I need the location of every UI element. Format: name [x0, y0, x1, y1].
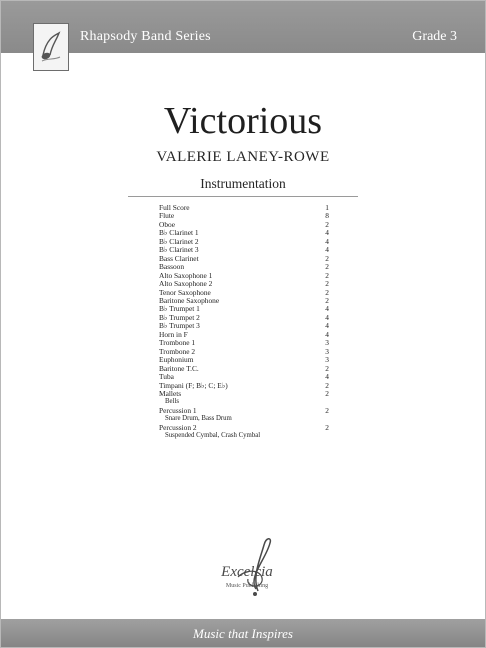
part-name: B♭ Clarinet 3 [159, 245, 199, 255]
part-row [159, 424, 329, 432]
part-quantity: 2 [325, 279, 329, 289]
part-row [159, 365, 329, 373]
part-quantity: 8 [325, 211, 329, 221]
part-quantity: 2 [325, 262, 329, 272]
publisher-subtitle: Music Publishing [225, 583, 269, 589]
part-quantity: 2 [325, 219, 329, 229]
part-row [159, 382, 329, 390]
part-quantity: 2 [325, 270, 329, 280]
part-quantity: 4 [325, 312, 329, 322]
part-quantity: 4 [325, 236, 329, 246]
part-quantity: 2 [325, 253, 329, 263]
part-name: B♭ Clarinet 1 [159, 228, 199, 238]
part-name: Full Score [159, 203, 190, 212]
part-quantity: 3 [325, 355, 329, 365]
part-name: Horn in F [159, 329, 188, 339]
part-name: Alto Saxophone 1 [159, 270, 213, 280]
part-name: Timpani (F; B♭; C; E♭) [159, 380, 228, 390]
part-quantity: 4 [325, 329, 329, 339]
part-quantity: 4 [325, 245, 329, 255]
part-quantity: 1 [325, 203, 329, 212]
part-name: Baritone Saxophone [159, 295, 220, 305]
part-note: Snare Drum, Bass Drum [165, 415, 232, 423]
part-name: Tenor Saxophone [159, 287, 211, 297]
part-quantity: 2 [325, 422, 329, 432]
part-name: Mallets [159, 388, 182, 398]
part-name: Baritone T.C. [159, 363, 199, 373]
part-name: B♭ Trumpet 3 [159, 321, 200, 331]
part-quantity: 4 [325, 321, 329, 331]
part-name: Trombone 1 [159, 338, 196, 348]
part-name: Alto Saxophone 2 [159, 279, 213, 289]
music-note-logo-icon [33, 23, 69, 71]
part-row [159, 390, 329, 398]
part-name: Percussion 1 [159, 405, 197, 415]
instrumentation-list [159, 204, 329, 441]
part-row [159, 204, 329, 212]
part-name: Flute [159, 211, 175, 221]
publisher-name: Excelcia [221, 564, 273, 580]
part-quantity: 2 [325, 363, 329, 373]
footer-band [1, 619, 485, 647]
part-quantity: 2 [325, 405, 329, 415]
part-note: Suspended Cymbal, Crash Cymbal [165, 432, 261, 440]
part-quantity: 2 [325, 287, 329, 297]
instrumentation-heading: Instrumentation [200, 176, 286, 191]
part-name: Percussion 2 [159, 422, 197, 432]
tagline: Music that Inspires [193, 626, 293, 641]
part-quantity: 4 [325, 304, 329, 314]
part-quantity: 2 [325, 388, 329, 398]
part-name: Trombone 2 [159, 346, 196, 356]
part-name: Tuba [159, 372, 174, 382]
part-name: B♭ Clarinet 2 [159, 236, 199, 246]
divider [128, 196, 358, 197]
part-name: B♭ Trumpet 1 [159, 304, 200, 314]
part-note: Bells [165, 398, 179, 406]
composer-name: VALERIE LANEY-ROWE [156, 149, 330, 165]
header-band [1, 1, 485, 53]
part-name: Euphonium [159, 355, 194, 365]
part-quantity: 4 [325, 372, 329, 382]
part-name: Oboe [159, 219, 176, 229]
part-row [159, 212, 329, 220]
part-row [159, 255, 329, 263]
part-name: Bass Clarinet [159, 253, 199, 263]
piece-title: Victorious [163, 100, 323, 142]
part-quantity: 2 [325, 295, 329, 305]
part-name: B♭ Trumpet 2 [159, 312, 200, 322]
grade-label: Grade 3 [412, 29, 457, 44]
part-quantity: 3 [325, 338, 329, 348]
part-quantity: 2 [325, 380, 329, 390]
part-name: Bassoon [159, 262, 185, 272]
part-quantity: 4 [325, 228, 329, 238]
part-row [159, 407, 329, 415]
series-name: Rhapsody Band Series [80, 29, 211, 44]
part-quantity: 3 [325, 346, 329, 356]
